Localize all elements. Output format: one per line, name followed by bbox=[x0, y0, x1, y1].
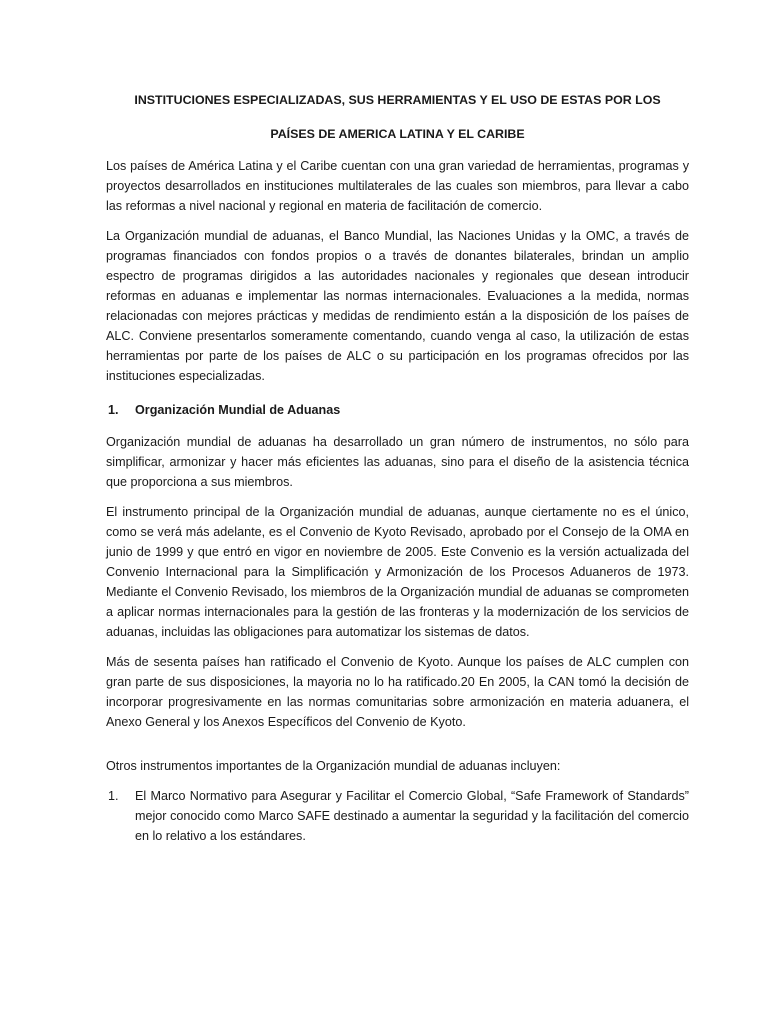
section-heading-text: Organización Mundial de Aduanas bbox=[135, 403, 341, 417]
section-number: 1. bbox=[108, 403, 119, 417]
list-item bbox=[106, 786, 689, 846]
paragraph-other-instruments: Otros instrumentos importantes de la Organización mundial de aduanas incluyen: bbox=[106, 759, 561, 773]
paragraph-institutions: La Organización mundial de aduanas, el Banco Mundial, las Naciones Unidas y la OMC, a través de programas financiados con fondos propios o a través de donantes bilaterales, brindan un amplio espectro de programas dirigidos a las autoridades nacionales y regionales que desean introducir reformas en aduanas e implementar las normas internacionales. Evaluaciones a la medida, normas relacionadas con mejores prácticas y medidas de rendimiento están a la disposición de los países de ALC. Conviene presentarlos someramente comentando, cuando venga al caso, la utilización de estas herramientas por parte de los países de ALC o su participación en los programas ofrecidos por las instituciones especializadas. bbox=[106, 229, 689, 383]
paragraph-oma-instruments: Organización mundial de aduanas ha desarrollado un gran número de instrumentos, no sólo para simplificar, armonizar y hacer más eficientes las aduanas, sino para el diseño de la asistencia técnica que proporciona a sus miembros. bbox=[106, 435, 689, 489]
section-heading-oma bbox=[106, 400, 689, 420]
list-item-number: 1. bbox=[108, 789, 119, 803]
paragraph-kyoto-convention: El instrumento principal de la Organización mundial de aduanas, aunque ciertamente no es el único, como se verá más adelante, es el Convenio de Kyoto Revisado, aprobado por el Consejo de la OMA en junio de 1999 y que entró en vigor en noviembre de 2005. Este Convenio es la versión actualizada del Convenio Internacional para la Simplificación y Armonización de los Procesos Aduaneros de 1973. Mediante el Convenio Revisado, los miembros de la Organización mundial de aduanas se comprometen a aplicar normas internacionales para la gestión de las fronteras y la modernización de los servicios de aduanas, incluidas las obligaciones para automatizar los sistemas de datos. bbox=[106, 505, 689, 639]
paragraph-intro: Los países de América Latina y el Caribe cuentan con una gran variedad de herramientas, programas y proyectos desarrollados en instituciones multilaterales de las cuales son miembros, para llevar a cabo las reformas a nivel nacional y regional en materia de facilitación de comercio. bbox=[106, 159, 689, 213]
document-title-line1: INSTITUCIONES ESPECIALIZADAS, SUS HERRAMIENTAS Y EL USO DE ESTAS POR LOS bbox=[134, 93, 661, 107]
document-title-line2: PAÍSES DE AMERICA LATINA Y EL CARIBE bbox=[270, 127, 525, 141]
list-item-text: El Marco Normativo para Asegurar y Facilitar el Comercio Global, “Safe Framework of Standards” mejor conocido como Marco SAFE destinado a aumentar la seguridad y la facilitación del comercio en lo relativo a los estándares. bbox=[135, 789, 689, 843]
document-body bbox=[106, 90, 689, 846]
paragraph-ratification: Más de sesenta países han ratificado el Convenio de Kyoto. Aunque los países de ALC cumplen con gran parte de sus disposiciones, la mayoria no lo ha ratificado.20 En 2005, la CAN tomó la decisión de incorporar progresivamente en las normas comunitarias sobre armonización en materia aduanera, el Anexo General y los Anexos Específicos del Convenio de Kyoto. bbox=[106, 655, 689, 729]
spacer bbox=[106, 742, 689, 756]
